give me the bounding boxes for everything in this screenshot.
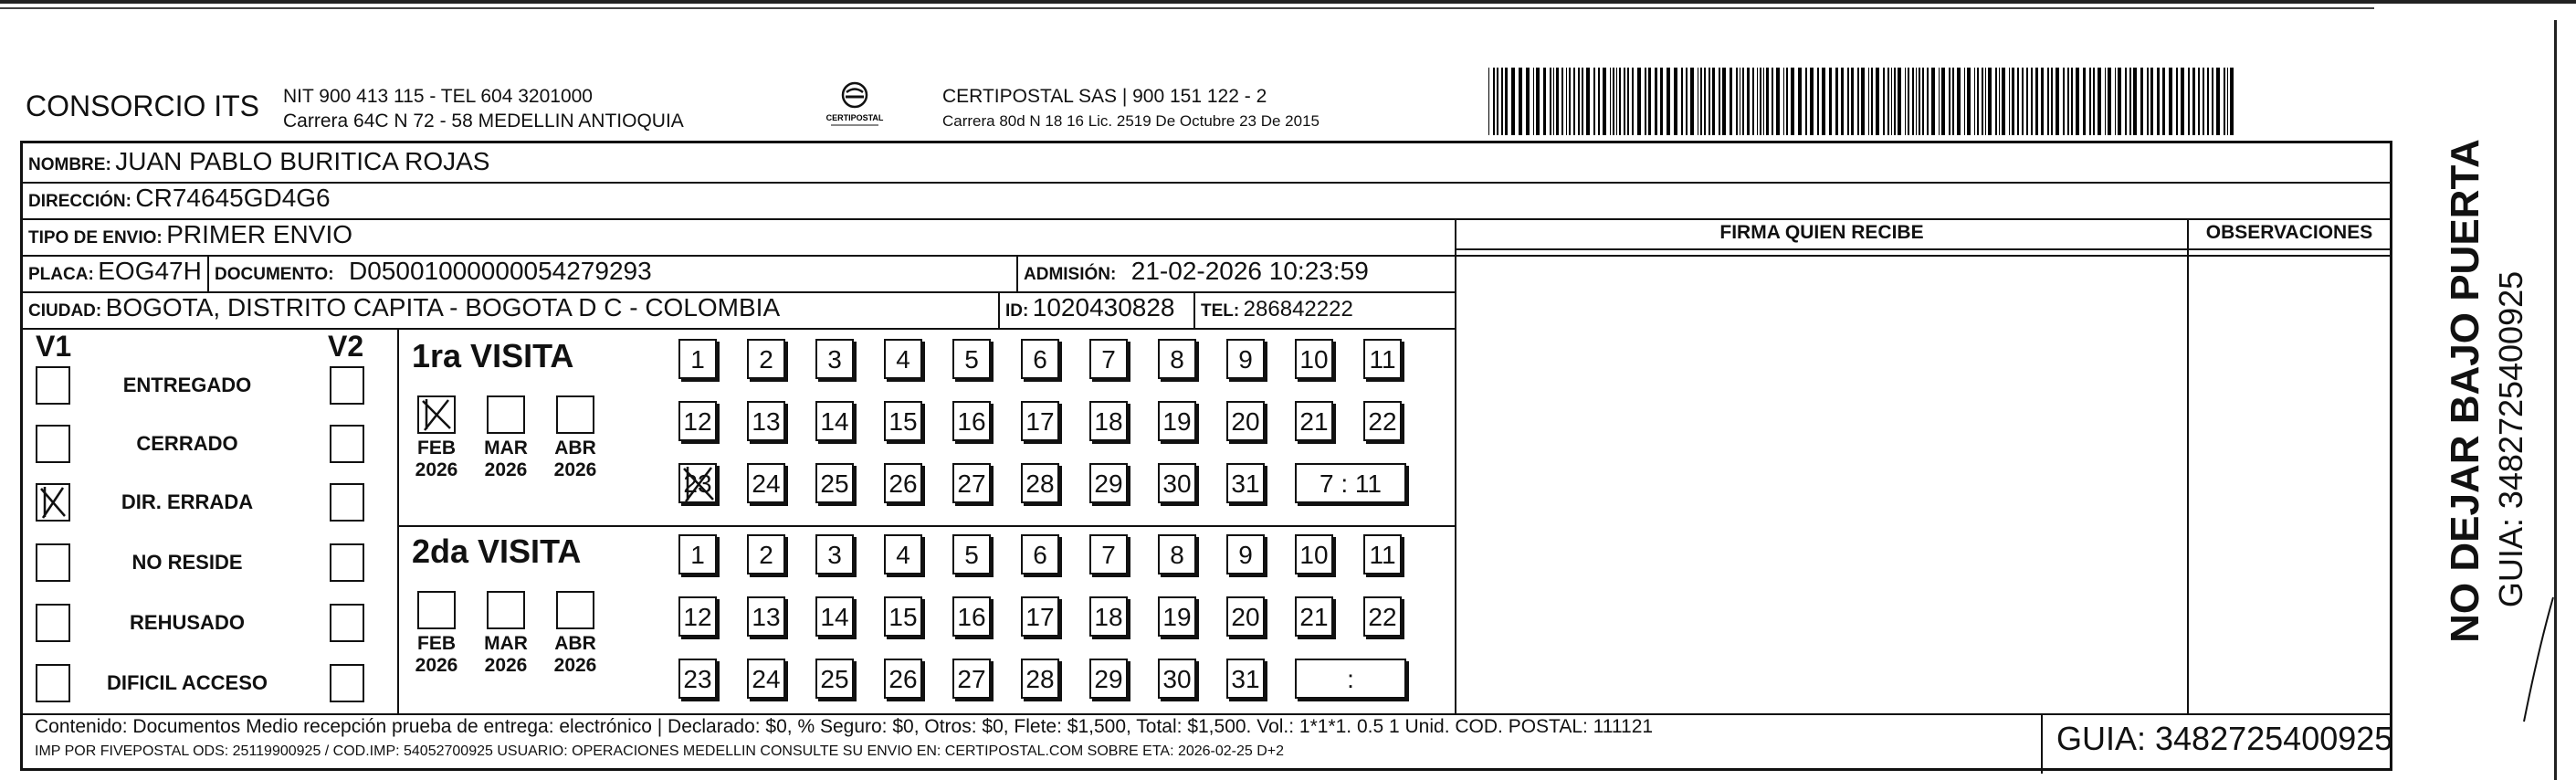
barcode-bar bbox=[1550, 68, 1551, 135]
barcode-bar bbox=[1610, 68, 1611, 135]
barcode-bar bbox=[1894, 68, 1895, 135]
day-box[interactable]: 8 bbox=[1158, 534, 1196, 574]
day-box[interactable]: 23 bbox=[678, 659, 717, 699]
barcode-bar bbox=[1501, 68, 1502, 135]
barcode-bar bbox=[1704, 68, 1706, 135]
id-label: ID: bbox=[1005, 301, 1029, 321]
barcode-bar bbox=[2176, 68, 2178, 135]
barcode-bar bbox=[1922, 68, 1924, 135]
day-box[interactable]: 14 bbox=[815, 596, 854, 637]
barcode-bar bbox=[1988, 68, 1992, 135]
company-address: Carrera 64C N 72 - 58 MEDELLIN ANTIOQUIA bbox=[283, 111, 684, 132]
certipostal-license: Carrera 80d N 18 16 Lic. 2519 De Octubre 23 De 2015 bbox=[942, 112, 1320, 130]
barcode-bar bbox=[1553, 68, 1554, 135]
day-box[interactable]: 5 bbox=[952, 534, 991, 574]
day-box[interactable]: 24 bbox=[747, 659, 785, 699]
certipostal-logo bbox=[818, 80, 891, 128]
barcode-bar bbox=[1772, 68, 1773, 135]
barcode-bar bbox=[1690, 68, 1694, 135]
v1-header: V1 bbox=[36, 330, 72, 363]
admission-label: ADMISIÓN: bbox=[1024, 265, 1117, 284]
barcode-bar bbox=[1949, 68, 1950, 135]
barcode-bar bbox=[1883, 68, 1885, 135]
barcode bbox=[1488, 68, 2237, 135]
barcode-bar bbox=[2118, 68, 2121, 135]
v1-checkbox[interactable] bbox=[36, 604, 70, 642]
barcode-bar bbox=[1791, 68, 1794, 135]
day-box[interactable]: 13 bbox=[747, 401, 785, 441]
barcode-bar bbox=[1957, 68, 1961, 135]
v2-checkbox[interactable] bbox=[330, 425, 364, 463]
day-box[interactable]: 30 bbox=[1158, 659, 1196, 699]
day-box[interactable]: 3 bbox=[815, 534, 854, 574]
barcode-bar bbox=[1851, 68, 1855, 135]
barcode-bar bbox=[2051, 68, 2053, 135]
plate-row bbox=[28, 257, 202, 286]
barcode-bar bbox=[2071, 68, 2073, 135]
month-checkbox[interactable] bbox=[487, 591, 525, 629]
barcode-bar bbox=[1891, 68, 1892, 135]
barcode-bar bbox=[1627, 68, 1629, 135]
month-year: 2026 bbox=[484, 655, 528, 676]
day-box[interactable]: 25 bbox=[815, 463, 854, 503]
barcode-bar bbox=[1964, 68, 1965, 135]
barcode-bar bbox=[1977, 68, 1979, 135]
plate-label: PLACA: bbox=[28, 265, 94, 284]
signature-header: FIRMA QUIEN RECIBE bbox=[1719, 222, 1924, 243]
day-box[interactable]: 2 bbox=[747, 534, 785, 574]
barcode-bar bbox=[1536, 68, 1540, 135]
month-year: 2026 bbox=[553, 655, 597, 676]
barcode-bar bbox=[1805, 68, 1807, 135]
barcode-bar bbox=[2115, 68, 2116, 135]
day-box[interactable]: 17 bbox=[1021, 596, 1059, 637]
day-box[interactable]: 4 bbox=[884, 534, 922, 574]
id-value: 1020430828 bbox=[1032, 293, 1175, 321]
barcode-bar bbox=[1578, 68, 1579, 135]
barcode-bar bbox=[2035, 68, 2037, 135]
barcode-bar bbox=[1810, 68, 1814, 135]
name-label: NOMBRE: bbox=[28, 155, 111, 174]
v1-checkbox[interactable] bbox=[36, 425, 70, 463]
month-name: FEB bbox=[417, 633, 456, 654]
barcode-bar bbox=[1511, 68, 1515, 135]
city-row bbox=[28, 293, 780, 322]
barcode-bar bbox=[1757, 68, 1758, 135]
barcode-bar bbox=[1586, 68, 1590, 135]
day-box[interactable]: 10 bbox=[1295, 534, 1333, 574]
barcode-bar bbox=[2227, 68, 2228, 135]
side-panel bbox=[2402, 139, 2529, 685]
barcode-bar bbox=[1868, 68, 1869, 135]
barcode-bar bbox=[1556, 68, 1558, 135]
day-box[interactable]: 1 bbox=[678, 534, 717, 574]
barcode-bar bbox=[1752, 68, 1754, 135]
barcode-bar bbox=[1763, 68, 1764, 135]
day-box[interactable]: 12 bbox=[678, 596, 717, 637]
day-box[interactable]: 27 bbox=[952, 659, 991, 699]
barcode-bar bbox=[1730, 68, 1733, 135]
city-label: CIUDAD: bbox=[28, 301, 102, 321]
barcode-bar bbox=[1613, 68, 1614, 135]
barcode-bar bbox=[2012, 68, 2013, 135]
barcode-bar bbox=[2133, 68, 2137, 135]
barcode-bar bbox=[1861, 68, 1865, 135]
barcode-bar bbox=[1871, 68, 1873, 135]
barcode-bar bbox=[1660, 68, 1664, 135]
barcode-bar bbox=[2031, 68, 2033, 135]
barcode-bar bbox=[1967, 68, 1971, 135]
v2-checkbox[interactable] bbox=[330, 543, 364, 582]
id-row bbox=[1005, 293, 1175, 322]
day-box[interactable]: 11 bbox=[1363, 339, 1402, 379]
day-box[interactable]: 20 bbox=[1226, 401, 1265, 441]
admission-value: 21-02-2026 10:23:59 bbox=[1130, 257, 1369, 285]
barcode-bar bbox=[1519, 68, 1522, 135]
admission-row bbox=[1024, 257, 1369, 286]
contents-summary: Contenido: Documentos Medio recepción prueba de entrega: electrónico | Declarado: $0, % Seguro: $0, Otros: $0, Flete: $1,500, Total: $1,500. Vol.: 1*1*1. 0.5 1 Unid. COD. POSTAL: 111121 bbox=[35, 716, 1654, 737]
month-checkbox[interactable] bbox=[487, 395, 525, 434]
barcode-bar bbox=[1841, 68, 1845, 135]
barcode-bar bbox=[1619, 68, 1621, 135]
barcode-bar bbox=[1876, 68, 1879, 135]
barcode-bar bbox=[1952, 68, 1954, 135]
barcode-bar bbox=[1927, 68, 1929, 135]
day-box[interactable]: 15 bbox=[884, 401, 922, 441]
v2-checkbox[interactable] bbox=[330, 604, 364, 642]
address-label: DIRECCIÓN: bbox=[28, 192, 131, 211]
address-row bbox=[28, 184, 331, 213]
barcode-bar bbox=[1566, 68, 1567, 135]
barcode-bar bbox=[2076, 68, 2079, 135]
barcode-bar bbox=[2169, 68, 2172, 135]
barcode-bar bbox=[1760, 68, 1761, 135]
month-name: ABR bbox=[554, 633, 596, 654]
city-value: BOGOTA, DISTRITO CAPITA - BOGOTA D C - COLOMBIA bbox=[105, 293, 781, 321]
barcode-bar bbox=[1736, 68, 1737, 135]
barcode-bar bbox=[1543, 68, 1547, 135]
barcode-bar bbox=[1493, 68, 1494, 135]
month-name: MAR bbox=[484, 437, 528, 459]
status-label: CERRADO bbox=[136, 432, 238, 455]
day-box[interactable]: 8 bbox=[1158, 339, 1196, 379]
day-box[interactable]: 6 bbox=[1021, 534, 1059, 574]
barcode-bar bbox=[2089, 68, 2090, 135]
day-box[interactable]: 31 bbox=[1226, 659, 1265, 699]
day-box[interactable]: 20 bbox=[1226, 596, 1265, 637]
barcode-bar bbox=[1747, 68, 1749, 135]
certipostal-info bbox=[942, 84, 1320, 133]
barcode-bar bbox=[2212, 68, 2213, 135]
barcode-bar bbox=[2162, 68, 2166, 135]
barcode-bar bbox=[1582, 68, 1583, 135]
barcode-bar bbox=[2041, 68, 2045, 135]
shipment-type-row bbox=[28, 220, 352, 249]
day-box[interactable]: 15 bbox=[884, 596, 922, 637]
day-box[interactable]: 18 bbox=[1089, 596, 1128, 637]
barcode-bar bbox=[1667, 68, 1670, 135]
top-border-inner bbox=[0, 7, 2374, 9]
day-box[interactable]: 27 bbox=[952, 463, 991, 503]
barcode-bar bbox=[1941, 68, 1945, 135]
logo-wordmark: CERTIPOSTAL bbox=[825, 113, 884, 122]
barcode-bar bbox=[1822, 68, 1825, 135]
barcode-bar bbox=[1632, 68, 1634, 135]
barcode-bar bbox=[1995, 68, 1996, 135]
barcode-bar bbox=[1681, 68, 1683, 135]
barcode-bar bbox=[1887, 68, 1888, 135]
v2-checkbox[interactable] bbox=[330, 366, 364, 405]
print-info: IMP POR FIVEPOSTAL ODS: 25119900925 / COD.IMP: 54052700925 USUARIO: OPERACIONES MEDELLIN CONSULTE SU ENVIO EN: CERTIPOSTAL.COM SOBRE ETA: 2026-02-25 D+2 bbox=[35, 743, 1285, 759]
barcode-bar bbox=[1916, 68, 1917, 135]
barcode-bar bbox=[2009, 68, 2010, 135]
v1-checkbox[interactable] bbox=[36, 483, 70, 522]
status-label: DIFICIL ACCESO bbox=[106, 671, 268, 694]
barcode-bar bbox=[2230, 68, 2234, 135]
shipment-type: PRIMER ENVIO bbox=[166, 220, 353, 248]
month-name: ABR bbox=[554, 437, 596, 459]
barcode-bar bbox=[1700, 68, 1701, 135]
side-warning: NO DEJAR BAJO PUERTA bbox=[2443, 139, 2487, 643]
barcode-bar bbox=[2093, 68, 2095, 135]
barcode-bar bbox=[2216, 68, 2220, 135]
tel-label: TEL: bbox=[1201, 301, 1240, 321]
month-year: 2026 bbox=[484, 459, 528, 480]
barcode-bar bbox=[1835, 68, 1837, 135]
barcode-bar bbox=[1783, 68, 1784, 135]
company-nit: NIT 900 413 115 - TEL 604 3201000 bbox=[283, 86, 593, 107]
month-checkbox[interactable] bbox=[556, 591, 594, 629]
shipment-type-label: TIPO DE ENVIO: bbox=[28, 228, 163, 248]
address-value: CR74645GD4G6 bbox=[135, 184, 331, 212]
day-box[interactable]: 16 bbox=[952, 596, 991, 637]
day-box[interactable]: 1 bbox=[678, 339, 717, 379]
document-label: DOCUMENTO: bbox=[215, 265, 334, 284]
day-box[interactable]: 7 bbox=[1089, 339, 1128, 379]
barcode-bar bbox=[2108, 68, 2111, 135]
day-box[interactable]: 11 bbox=[1363, 534, 1402, 574]
barcode-bar bbox=[1637, 68, 1641, 135]
day-box[interactable]: 13 bbox=[747, 596, 785, 637]
barcode-bar bbox=[1985, 68, 1986, 135]
day-box[interactable]: 12 bbox=[678, 401, 717, 441]
day-box[interactable]: 30 bbox=[1158, 463, 1196, 503]
barcode-bar bbox=[1857, 68, 1858, 135]
signature-stroke-icon bbox=[2520, 594, 2557, 731]
barcode-bar bbox=[1931, 68, 1935, 135]
month-checkbox[interactable] bbox=[556, 395, 594, 434]
day-box[interactable]: 28 bbox=[1021, 659, 1059, 699]
day-box[interactable]: 14 bbox=[815, 401, 854, 441]
day-box[interactable]: 10 bbox=[1295, 339, 1333, 379]
day-box[interactable]: 29 bbox=[1089, 463, 1128, 503]
day-box[interactable]: 17 bbox=[1021, 401, 1059, 441]
barcode-bar bbox=[2207, 68, 2209, 135]
barcode-bar bbox=[2083, 68, 2087, 135]
recipient-name-row bbox=[28, 147, 489, 176]
v2-checkbox[interactable] bbox=[330, 664, 364, 702]
day-box[interactable]: 23 bbox=[678, 463, 717, 503]
barcode-bar bbox=[1598, 68, 1600, 135]
barcode-bar bbox=[1786, 68, 1788, 135]
status-label: NO RESIDE bbox=[131, 551, 243, 574]
barcode-bar bbox=[1766, 68, 1768, 135]
barcode-bar bbox=[2002, 68, 2005, 135]
barcode-bar bbox=[1817, 68, 1819, 135]
barcode-bar bbox=[2129, 68, 2130, 135]
barcode-bar bbox=[1505, 68, 1509, 135]
barcode-bar bbox=[1533, 68, 1534, 135]
barcode-bar bbox=[2181, 68, 2184, 135]
day-box[interactable]: 21 bbox=[1295, 401, 1333, 441]
day-box[interactable]: 19 bbox=[1158, 596, 1196, 637]
day-box[interactable]: 2 bbox=[747, 339, 785, 379]
time-box[interactable]: 7 : 11 bbox=[1295, 463, 1406, 503]
barcode-bar bbox=[1939, 68, 1940, 135]
month-checkbox[interactable] bbox=[417, 395, 456, 434]
day-box[interactable]: 26 bbox=[884, 463, 922, 503]
day-box[interactable]: 22 bbox=[1363, 401, 1402, 441]
barcode-bar bbox=[1776, 68, 1780, 135]
day-box[interactable]: 19 bbox=[1158, 401, 1196, 441]
day-box[interactable]: 3 bbox=[815, 339, 854, 379]
top-border bbox=[0, 0, 2576, 4]
observations-header: OBSERVACIONES bbox=[2205, 222, 2373, 243]
tel-value: 286842222 bbox=[1243, 297, 1353, 321]
barcode-bar bbox=[2026, 68, 2028, 135]
month-year: 2026 bbox=[415, 655, 458, 676]
first-visit-title: 1ra VISITA bbox=[412, 337, 574, 374]
day-box[interactable]: 16 bbox=[952, 401, 991, 441]
tel-row bbox=[1201, 297, 1353, 322]
barcode-bar bbox=[1847, 68, 1848, 135]
delivery-form bbox=[20, 141, 2392, 771]
barcode-bar bbox=[1905, 68, 1906, 135]
brand-name: CONSORCIO ITS bbox=[26, 90, 260, 122]
day-box[interactable]: 31 bbox=[1226, 463, 1265, 503]
time-box[interactable]: : bbox=[1295, 659, 1406, 699]
day-box[interactable]: 4 bbox=[884, 339, 922, 379]
day-box[interactable]: 5 bbox=[952, 339, 991, 379]
day-box[interactable]: 7 bbox=[1089, 534, 1128, 574]
barcode-bar bbox=[2063, 68, 2065, 135]
month-name: FEB bbox=[417, 437, 456, 459]
status-label: ENTREGADO bbox=[122, 374, 252, 396]
day-box[interactable]: 9 bbox=[1226, 339, 1265, 379]
v2-checkbox[interactable] bbox=[330, 483, 364, 522]
second-visit-title: 2da VISITA bbox=[412, 532, 582, 570]
barcode-bar bbox=[2140, 68, 2144, 135]
barcode-bar bbox=[2047, 68, 2048, 135]
v1-checkbox[interactable] bbox=[36, 366, 70, 405]
day-box[interactable]: 22 bbox=[1363, 596, 1402, 637]
check-mark-icon bbox=[37, 485, 68, 520]
barcode-bar bbox=[2017, 68, 2019, 135]
document-value: D05001000000054279293 bbox=[349, 257, 652, 285]
barcode-bar bbox=[2150, 68, 2154, 135]
barcode-bar bbox=[2157, 68, 2159, 135]
barcode-bar bbox=[1898, 68, 1901, 135]
month-name: MAR bbox=[484, 633, 528, 654]
barcode-bar bbox=[1686, 68, 1688, 135]
side-guide-number: GUIA: 3482725400925 bbox=[2492, 270, 2529, 608]
day-box[interactable]: 25 bbox=[815, 659, 854, 699]
barcode-bar bbox=[1908, 68, 1909, 135]
barcode-bar bbox=[2147, 68, 2148, 135]
month-checkbox[interactable] bbox=[417, 591, 456, 629]
barcode-bar bbox=[1526, 68, 1530, 135]
month-year: 2026 bbox=[415, 459, 458, 480]
barcode-bar bbox=[2098, 68, 2101, 135]
barcode-bar bbox=[2203, 68, 2204, 135]
v2-header: V2 bbox=[328, 330, 364, 363]
day-box[interactable]: 6 bbox=[1021, 339, 1059, 379]
barcode-bar bbox=[2188, 68, 2190, 135]
day-box[interactable]: 26 bbox=[884, 659, 922, 699]
day-box[interactable]: 18 bbox=[1089, 401, 1128, 441]
v1-checkbox[interactable] bbox=[36, 543, 70, 582]
barcode-bar bbox=[1648, 68, 1652, 135]
barcode-bar bbox=[1798, 68, 1802, 135]
status-label: DIR. ERRADA bbox=[121, 490, 254, 513]
barcode-bar bbox=[2125, 68, 2127, 135]
barcode-bar bbox=[1674, 68, 1677, 135]
plate-value: EOG47H bbox=[98, 257, 202, 285]
barcode-bar bbox=[1722, 68, 1726, 135]
barcode-bar bbox=[2198, 68, 2200, 135]
barcode-bar bbox=[1488, 68, 1489, 135]
barcode-bar bbox=[1603, 68, 1606, 135]
barcode-bar bbox=[2192, 68, 2194, 135]
company-info bbox=[283, 84, 684, 133]
barcode-bar bbox=[2105, 68, 2106, 135]
barcode-bar bbox=[1655, 68, 1656, 135]
barcode-bar bbox=[1912, 68, 1913, 135]
v1-checkbox[interactable] bbox=[36, 664, 70, 702]
barcode-bar bbox=[1999, 68, 2000, 135]
barcode-bar bbox=[1497, 68, 1498, 135]
check-mark-icon bbox=[419, 397, 454, 432]
status-label: REHUSADO bbox=[130, 611, 245, 634]
day-box[interactable]: 24 bbox=[747, 463, 785, 503]
day-box[interactable]: 21 bbox=[1295, 596, 1333, 637]
document-row bbox=[215, 257, 652, 286]
barcode-bar bbox=[1573, 68, 1575, 135]
barcode-bar bbox=[1974, 68, 1975, 135]
barcode-bar bbox=[1569, 68, 1570, 135]
barcode-bar bbox=[1712, 68, 1716, 135]
barcode-bar bbox=[1616, 68, 1617, 135]
barcode-bar bbox=[2056, 68, 2059, 135]
barcode-bar bbox=[2022, 68, 2024, 135]
guide-number: GUIA: 3482725400925 bbox=[2056, 720, 2393, 757]
barcode-bar bbox=[2067, 68, 2068, 135]
barcode-bar bbox=[1593, 68, 1595, 135]
check-mark-icon bbox=[680, 465, 717, 503]
barcode-bar bbox=[1561, 68, 1563, 135]
day-box[interactable]: 29 bbox=[1089, 659, 1128, 699]
month-year: 2026 bbox=[553, 459, 597, 480]
barcode-bar bbox=[1829, 68, 1833, 135]
day-box[interactable]: 28 bbox=[1021, 463, 1059, 503]
certipostal-nit: CERTIPOSTAL SAS | 900 151 122 - 2 bbox=[942, 86, 1267, 107]
recipient-name: JUAN PABLO BURITICA ROJAS bbox=[115, 147, 490, 175]
day-box[interactable]: 9 bbox=[1226, 534, 1265, 574]
barcode-bar bbox=[1742, 68, 1744, 135]
